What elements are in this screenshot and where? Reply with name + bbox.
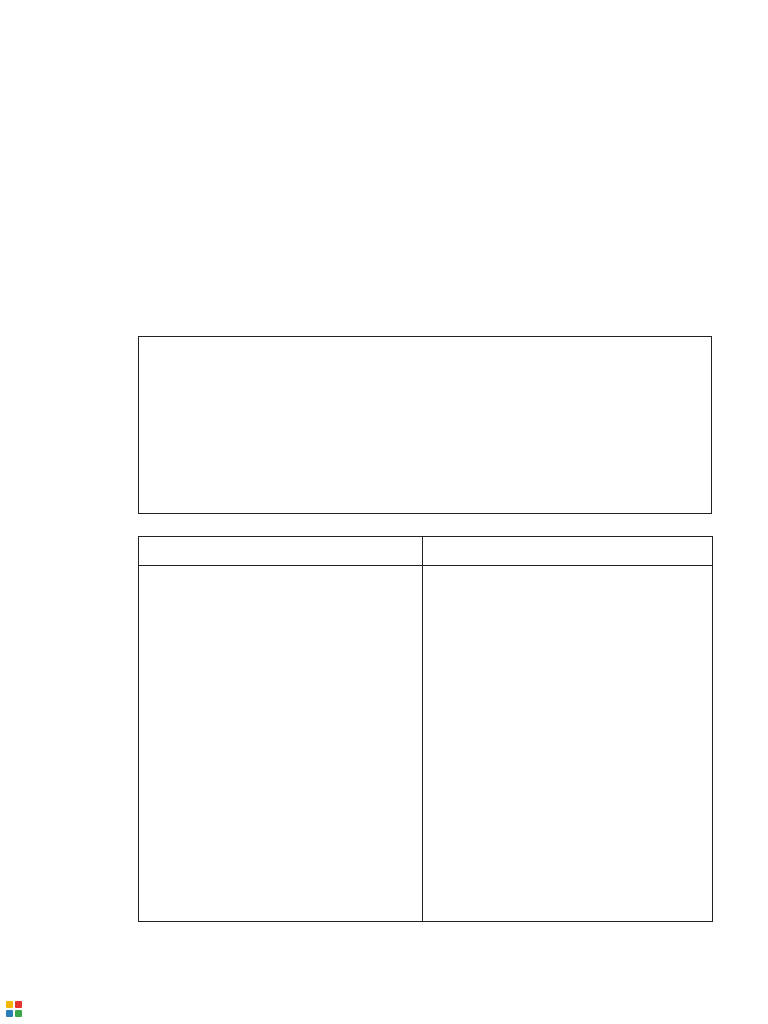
fruit-answer-cell[interactable] xyxy=(139,566,423,922)
vegetables-column-header xyxy=(423,537,713,566)
question-2 xyxy=(100,316,111,333)
table-answer-row xyxy=(139,566,713,922)
table-header-row xyxy=(139,537,713,566)
vegetables-answer-cell[interactable] xyxy=(423,566,713,922)
liveworksheets-logo-icon xyxy=(6,1001,24,1019)
sorting-table xyxy=(138,536,713,922)
footer-brand[interactable] xyxy=(6,998,26,1022)
fruit-column-header xyxy=(139,537,423,566)
word-box xyxy=(138,336,712,514)
